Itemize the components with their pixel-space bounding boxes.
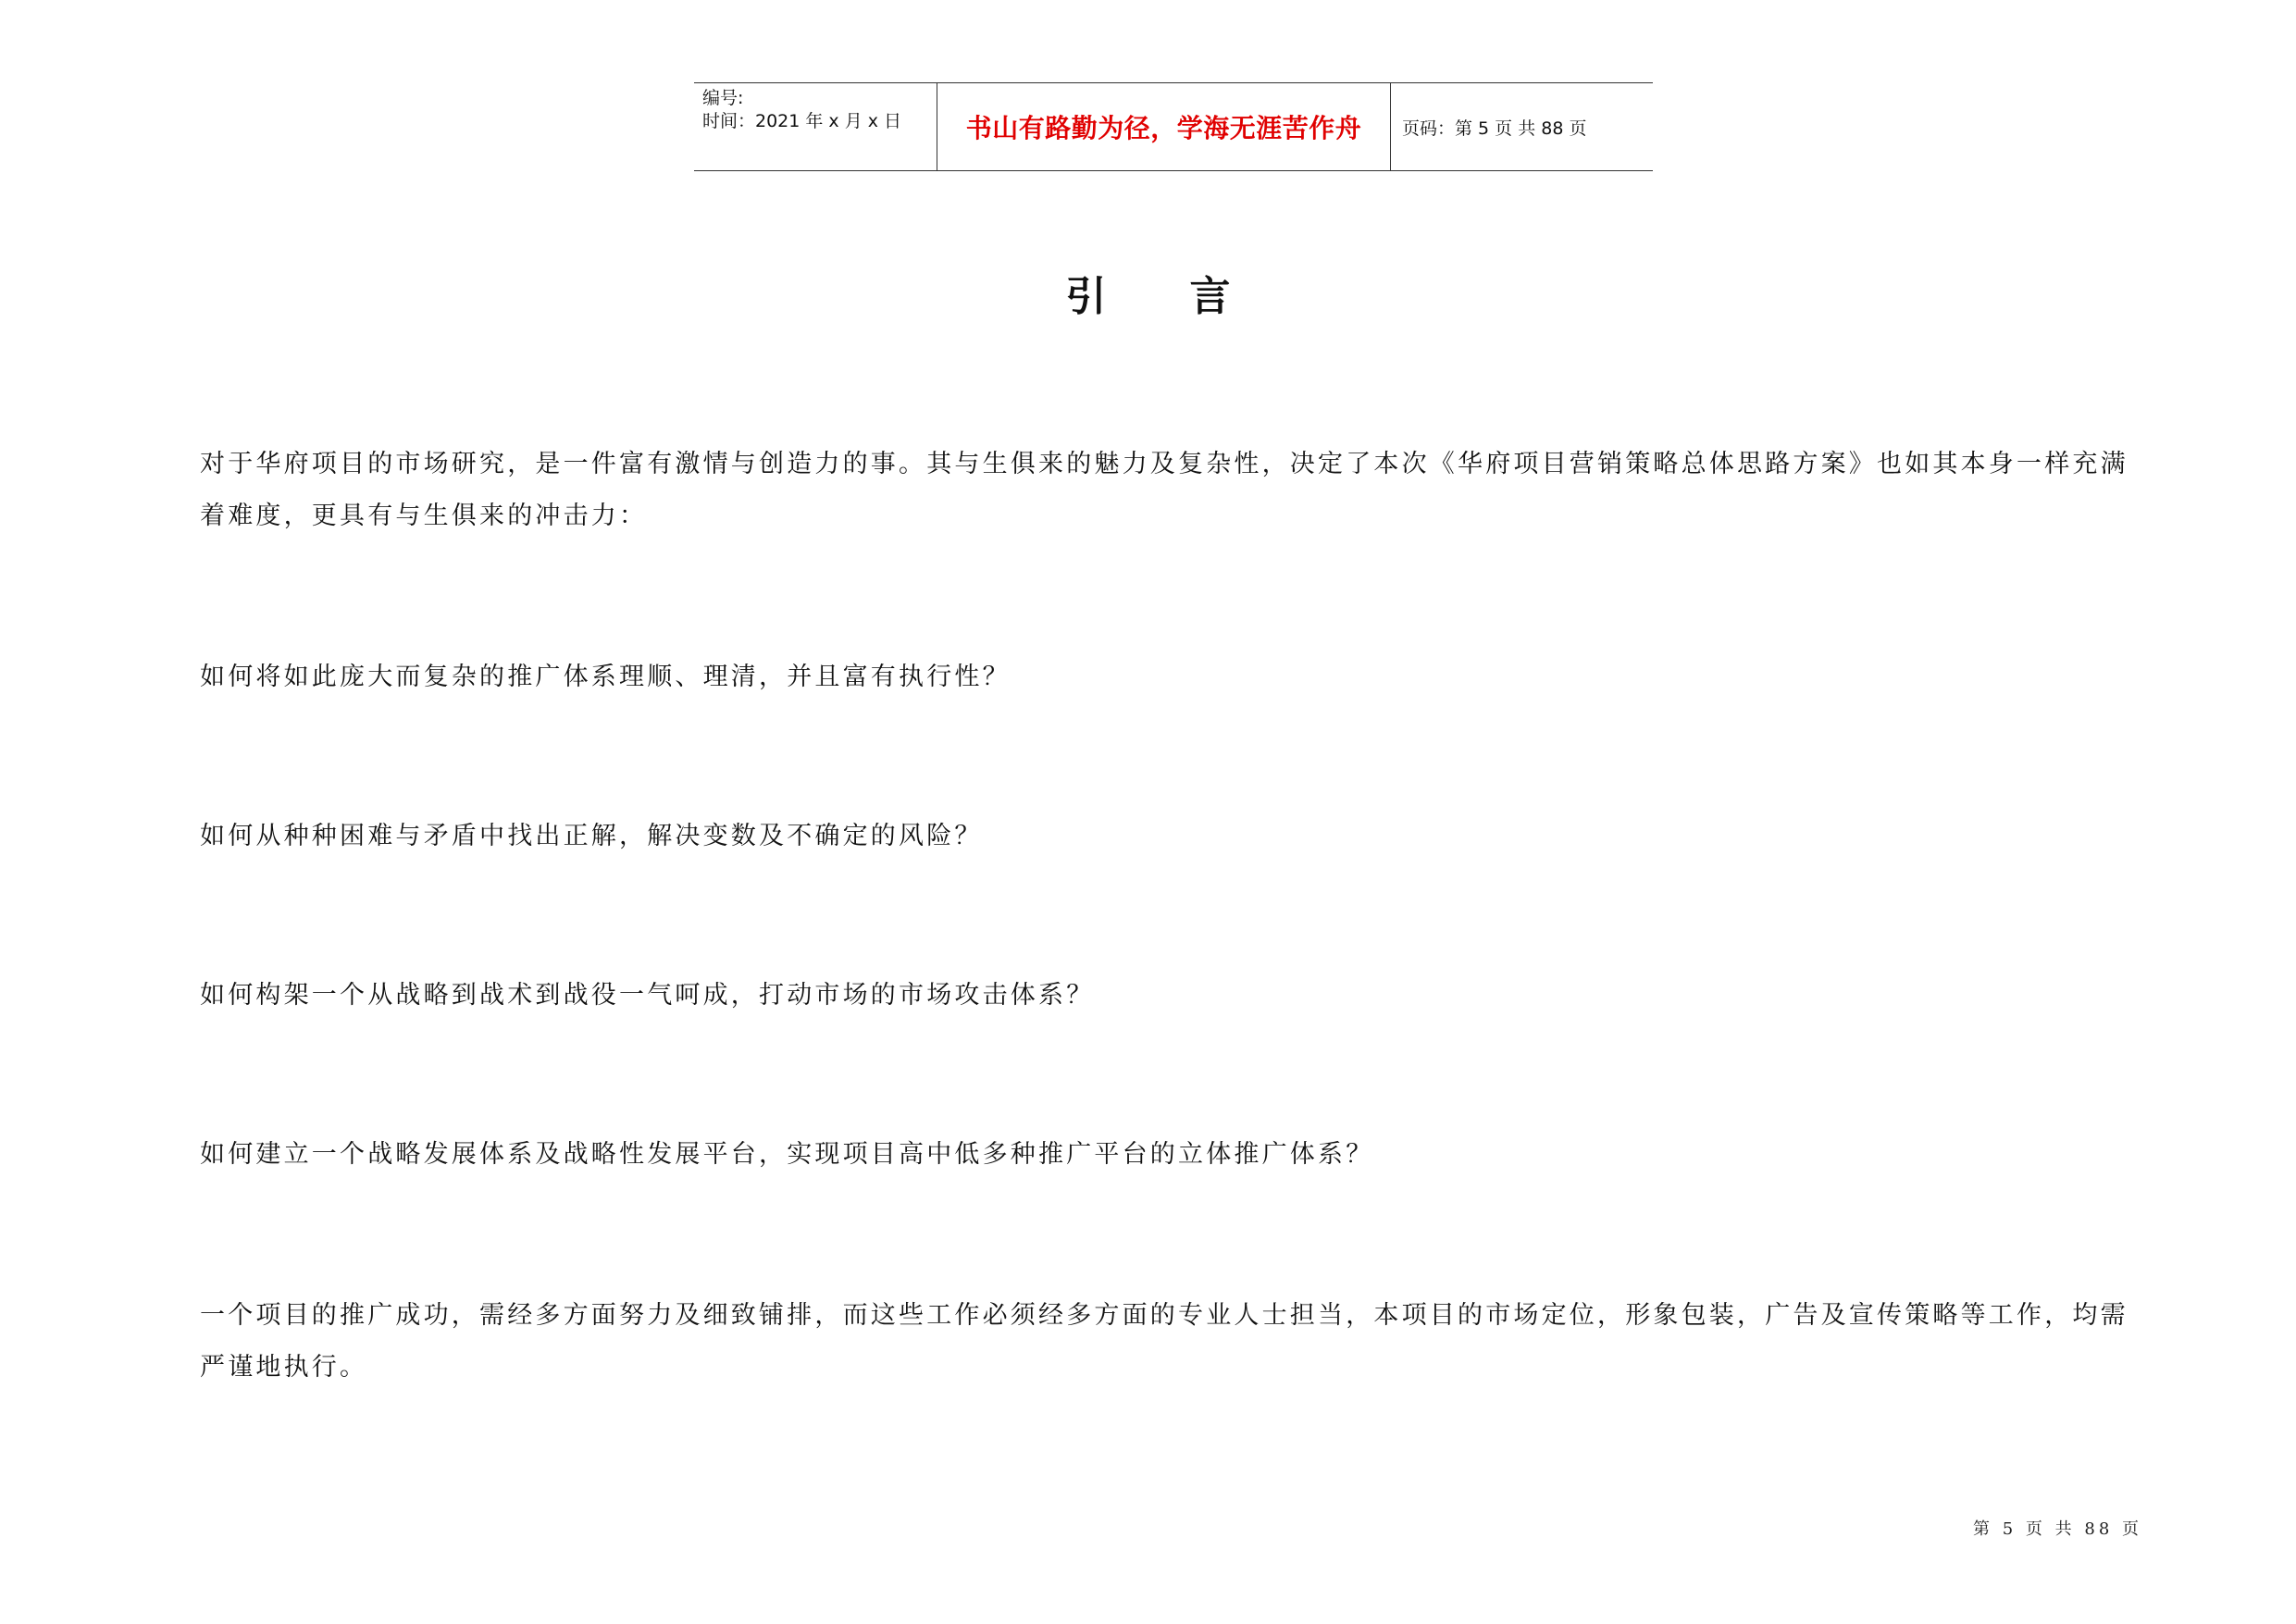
paragraph-conclusion: 一个项目的推广成功，需经多方面努力及细致铺排，而这些工作必须经多方面的专业人士担当，本项目的市场定位，形象包装，广告及宣传策略等工作，均需严谨地执行。: [200, 1301, 2128, 1382]
header-motto-cell: [937, 83, 1391, 170]
header-meta-cell: [694, 83, 937, 170]
page-title: 引言: [1065, 273, 1314, 320]
paragraph-intro: 对于华府项目的市场研究，是一件富有激情与创造力的事。其与生俱来的魅力及复杂性，决定了本次《华府项目营销策略总体思路方案》也如其本身一样充满着难度，更具有与生俱来的冲击力：: [200, 450, 2128, 530]
header-motto: 书山有路勤为径，学海无涯苦作舟: [965, 113, 1362, 143]
header-page-cell: [1391, 83, 1653, 170]
page-footer: 第 5 页 共 88 页: [1973, 1519, 2142, 1539]
page-header: [694, 82, 1653, 171]
header-page-number: 页码：第 5 页 共 88 页: [1402, 118, 1587, 139]
paragraph-question-4: 如何建立一个战略发展体系及战略性发展平台，实现项目高中低多种推广平台的立体推广体系？: [200, 1140, 1374, 1169]
document-number-label: 编号:: [702, 88, 744, 108]
paragraph-question-3: 如何构架一个从战略到战术到战役一气呵成，打动市场的市场攻击体系？: [200, 981, 1095, 1010]
paragraph-question-2: 如何从种种困难与矛盾中找出正解，解决变数及不确定的风险？: [200, 822, 983, 850]
document-date: 时间：2021 年 x 月 x 日: [702, 111, 902, 131]
paragraph-question-1: 如何将如此庞大而复杂的推广体系理顺、理清，并且富有执行性？: [200, 663, 1011, 691]
